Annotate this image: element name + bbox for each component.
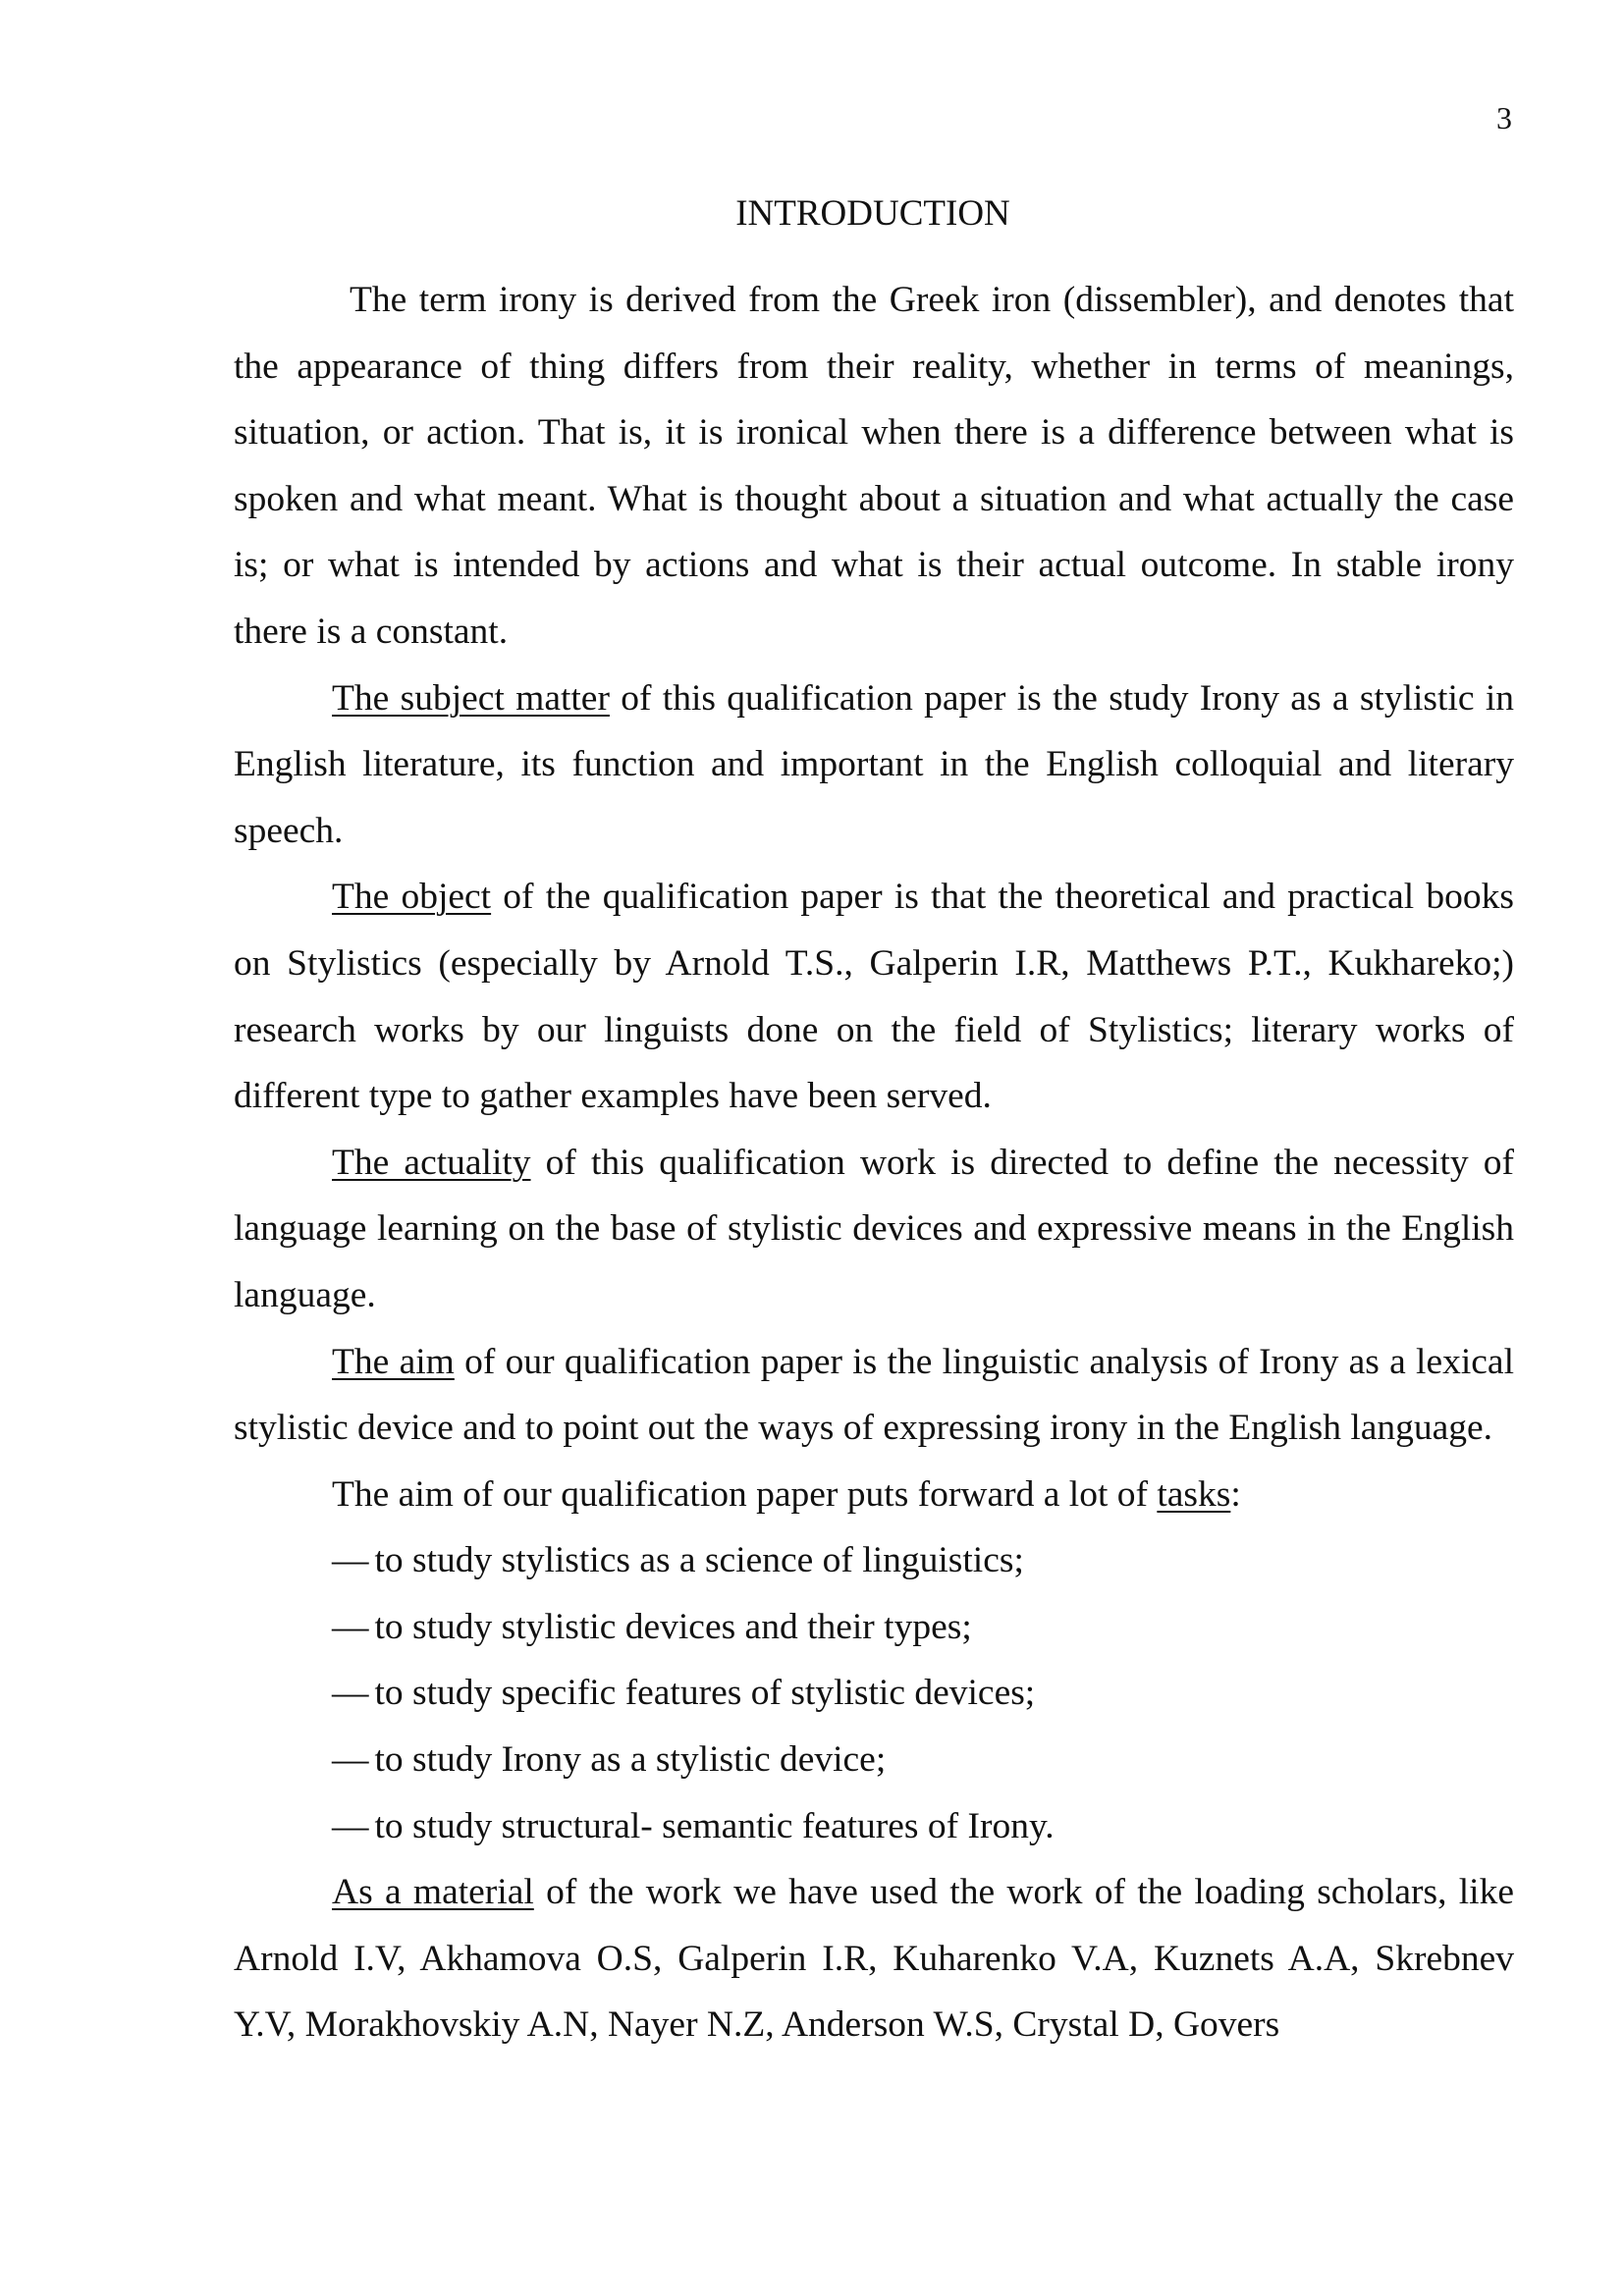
task-text: to study structural- semantic features of Irony. [374, 1805, 1055, 1846]
subject-matter-label: The subject matter [332, 677, 610, 719]
aim-text: of our qualification paper is the linguistic analysis of Irony as a lexical stylistic device and to point out the ways of expressing irony in the English language. [234, 1341, 1514, 1449]
paragraph-actuality [234, 1130, 1514, 1329]
paragraph-subject-matter [234, 666, 1514, 865]
task-dash: — [332, 1805, 369, 1846]
task-text: to study specific features of stylistic devices; [374, 1673, 1036, 1714]
task-item [234, 1527, 1514, 1594]
actuality-text: of this qualification work is directed to define the necessity of language learning on the base of stylistic devices and expressive means in the English language. [234, 1142, 1514, 1315]
subject-matter-text: of this qualification paper is the study Irony as a stylistic in English literature, its function and important in the English colloquial and literary speech. [234, 677, 1514, 851]
tasks-intro-text: The aim of our qualification paper puts forward a lot of [332, 1473, 1158, 1515]
object-text: of the qualification paper is that the theoretical and practical books on Stylistics (especially by Arnold T.S., Galperin I.R, Matthews P.T., Kukhareko;) research works by our linguists done on the field of Stylistics; literary works of different type to gather examples have been served. [234, 877, 1514, 1117]
page-number: 3 [1496, 100, 1512, 135]
task-dash: — [332, 1739, 369, 1781]
task-dash: — [332, 1606, 369, 1647]
paragraph-object [234, 864, 1514, 1129]
document-body [234, 267, 1514, 2058]
aim-label: The aim [332, 1341, 455, 1382]
task-item [234, 1660, 1514, 1727]
section-heading: INTRODUCTION [735, 193, 1010, 234]
object-label: The object [332, 877, 492, 918]
tasks-label: tasks [1157, 1473, 1231, 1515]
tasks-intro-colon: : [1230, 1473, 1241, 1515]
task-text: to study stylistic devices and their types; [374, 1606, 972, 1647]
task-item [234, 1727, 1514, 1793]
paragraph-irony-definition: The term irony is derived from the Greek iron (dissembler), and denotes that the appearance of thing differs from their reality, whether in terms of meanings, situation, or action. That is, it is ironical when there is a difference between what is spoken and what meant. What is thought about a situation and what actually the case is; or what is intended by actions and what is their actual outcome. In stable irony there is a constant. [234, 280, 1514, 652]
material-text: of the work we have used the work of the loading scholars, like Arnold I.V, Akhamova O.S, Galperin I.R, Kuharenko V.A, Kuznets A.A, Skrebnev Y.V, Morakhovskiy A.N, Nayer N.Z, Anderson W.S, Crystal D, Govers [234, 1872, 1514, 2046]
tasks-intro [234, 1462, 1514, 1528]
actuality-label: The actuality [332, 1142, 531, 1183]
task-text: to study stylistics as a science of linguistics; [374, 1540, 1024, 1581]
task-item [234, 1594, 1514, 1661]
task-text: to study Irony as a stylistic device; [374, 1739, 887, 1781]
task-dash: — [332, 1673, 369, 1714]
task-item [234, 1793, 1514, 1860]
paragraph-aim [234, 1329, 1514, 1462]
paragraph-material [234, 1859, 1514, 2058]
material-label: As a material [332, 1872, 534, 1913]
task-dash: — [332, 1540, 369, 1581]
